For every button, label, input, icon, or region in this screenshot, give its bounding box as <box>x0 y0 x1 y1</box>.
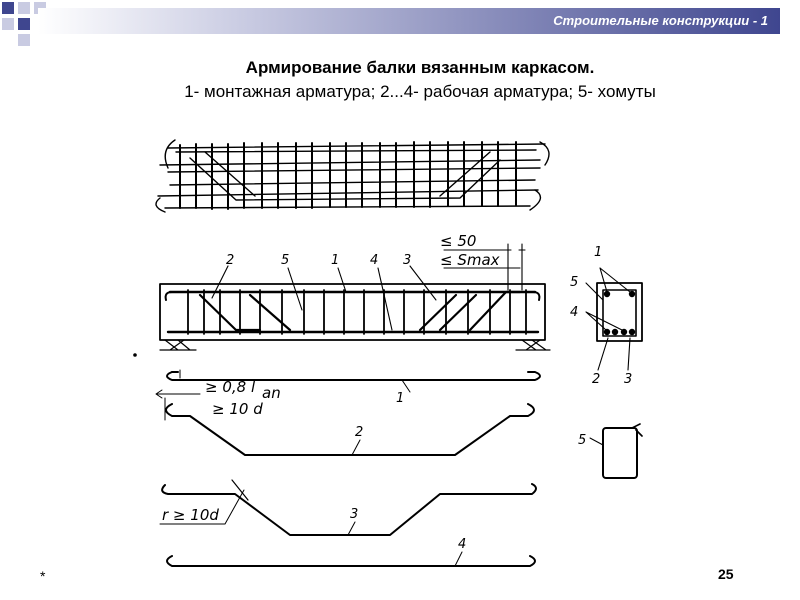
stirrup-5 <box>590 424 642 478</box>
footer-star: * <box>40 568 46 584</box>
cage-perspective <box>156 140 549 212</box>
beam-elevation <box>134 284 550 356</box>
section-label-3: 3 <box>624 372 633 387</box>
bar3-radius: r ≥ 10d <box>162 506 219 524</box>
section-label-4: 4 <box>570 305 579 320</box>
beam-label-2: 2 <box>226 253 235 268</box>
section-label-5: 5 <box>570 275 579 290</box>
header-title: Строительные конструкции - 1 <box>553 13 768 28</box>
section-label-1: 1 <box>594 245 603 260</box>
page-number: 25 <box>718 566 734 582</box>
bar1-dim-anchorage: ≥ 0,8 l <box>205 378 256 396</box>
bar1-dim-hook: ≥ 10 d <box>212 400 263 418</box>
dim-spacing-50: ≤ 50 <box>440 232 477 250</box>
slide-title: Армирование балки вязанным каркасом. <box>245 58 595 77</box>
slide-subtitle: 1- монтажная арматура; 2...4- рабочая арматура; 5- хомуты <box>184 82 656 101</box>
bar-label-2: 2 <box>355 425 364 440</box>
beam-label-3: 3 <box>403 253 412 268</box>
beam-label-4: 4 <box>370 253 379 268</box>
bar-4 <box>167 552 535 566</box>
cross-section <box>586 268 642 370</box>
bar1-dim-subscript: an <box>262 384 281 402</box>
bar-label-4: 4 <box>458 537 467 552</box>
bar-label-1: 1 <box>396 391 405 406</box>
stirrup-label-5: 5 <box>578 433 587 448</box>
bar-label-3: 3 <box>350 507 359 522</box>
beam-label-1: 1 <box>331 253 340 268</box>
dim-spacing-smax: ≤ Smax <box>440 251 500 269</box>
beam-label-5: 5 <box>281 253 290 268</box>
section-label-2: 2 <box>592 372 601 387</box>
